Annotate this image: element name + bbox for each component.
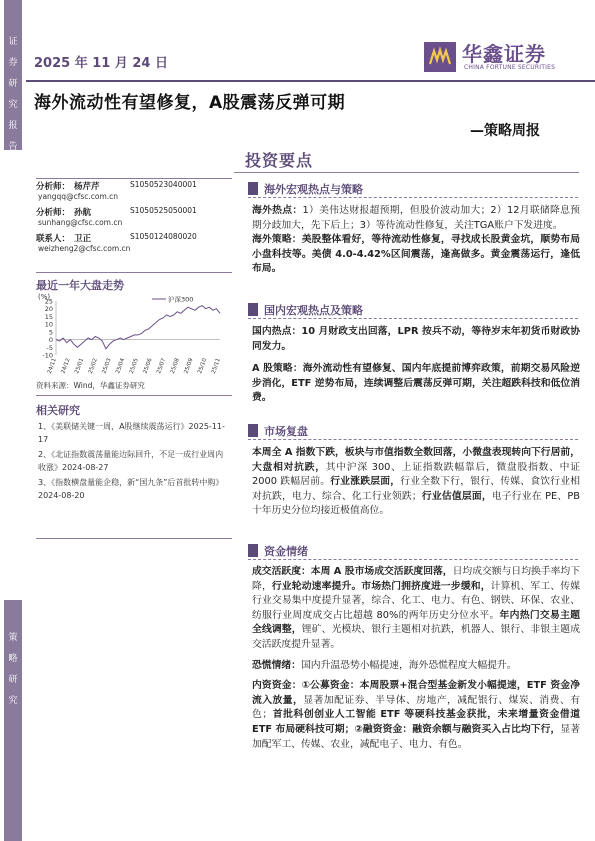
related-research-heading: 相关研究 <box>36 404 80 417</box>
y-tick-label: 0 <box>48 336 53 345</box>
section-body-market-review <box>252 446 580 519</box>
heading-underline <box>248 439 578 440</box>
x-tick-label: 25/02 <box>87 357 99 375</box>
x-tick-label: 25/04 <box>115 357 127 375</box>
y-tick-label: 25 <box>44 297 53 306</box>
bold-lead: 成交活跃度：本周 A 股市场成交活跃度回落， <box>252 566 453 577</box>
sidebar-char: 券 <box>8 58 18 68</box>
sidebar-char: 策 <box>8 633 18 643</box>
company-logo <box>424 38 574 76</box>
x-tick-label: 25/05 <box>128 357 140 375</box>
y-tick-label: 10 <box>44 320 53 329</box>
section-body-fund-sentiment <box>252 565 580 752</box>
paragraph <box>252 565 580 653</box>
paragraph <box>252 679 580 752</box>
text: 国内升温恐势小幅提速，海外恐慌程度大幅提升。 <box>300 659 517 671</box>
related-research-item[interactable]: 1、《美联储关键一周，A股继续震荡运行》2025-11-17 <box>38 422 225 444</box>
section-heading-overseas <box>248 180 578 198</box>
left-divider <box>36 538 232 539</box>
heading-marker-icon <box>248 303 258 316</box>
y-axis-unit: (%) <box>38 293 51 301</box>
section-heading-domestic <box>248 301 578 319</box>
analyst-entry <box>36 180 228 201</box>
bold-lead: 恐慌情绪： <box>252 659 301 671</box>
related-research-item[interactable]: 2、《北证指数震荡量能边际回升，不足一成行业周内收涨》2024-08-27 <box>38 450 224 472</box>
report-date: 2025 年 11 月 24 日 <box>34 56 168 71</box>
text: 其中沪深 300、上证指数跌幅靠后，微盘股指数、中证 2000 跌幅居前。 <box>252 461 580 488</box>
report-title: 海外流动性有望修复，A股震荡反弹可期 <box>34 93 346 113</box>
analyst-entry <box>36 232 228 253</box>
x-tick-label: 25/10 <box>197 357 209 375</box>
x-tick-label: 25/06 <box>142 357 154 375</box>
sidebar-char: 报 <box>8 121 18 131</box>
logo-text-cn: 华鑫证券 <box>462 42 546 66</box>
sidebar-char: 告 <box>8 142 18 152</box>
sidebar-char: 研 <box>8 675 18 685</box>
sidebar-char: 证 <box>8 37 18 47</box>
paragraph <box>252 446 580 519</box>
analyst-cert-code: S1050124080020 <box>130 232 197 241</box>
text: 显著加配军工、传媒、农业，减配电子、电力、有色。 <box>252 723 580 750</box>
bold-lead: 行业涨跌层面， <box>330 476 401 488</box>
bold-lead: 年内热门交易主题全线调整， <box>252 609 580 636</box>
x-tick-label: 24/11 <box>46 357 58 375</box>
paragraph <box>252 659 580 674</box>
bold-lead: 内资资金：①公募资金：本周股票+混合型基金新发小幅提速，ETF 资金净流入放量， <box>252 680 580 706</box>
analyst-entry <box>36 206 228 227</box>
logo-text-en: CHINA FORTUNE SECURITIES <box>464 64 556 71</box>
section-body-domestic <box>252 325 580 406</box>
heading-underline <box>248 559 578 560</box>
bold-lead: 本周全 A 指数下跌，板块与市值指数全数回落，小微盘表现转向下行居前，大盘相对抗跌， <box>252 447 580 473</box>
y-tick-label: -5 <box>46 343 53 352</box>
x-tick-label: 25/11 <box>210 357 222 375</box>
y-tick-label: 20 <box>44 305 53 314</box>
heading-underline <box>248 197 578 198</box>
heading-marker-icon <box>248 424 258 437</box>
bold-lead: 行业估值层面， <box>421 490 492 502</box>
series-line <box>56 306 220 349</box>
section-heading-text: 国内宏观热点及策略 <box>264 304 363 317</box>
heading-underline <box>248 318 578 319</box>
related-research-list <box>38 420 230 504</box>
sidebar-label-strategy <box>4 600 22 841</box>
analyst-role: 联系人： <box>36 234 71 244</box>
analyst-list <box>36 180 228 258</box>
chart-title: 最近一年大盘走势 <box>36 279 124 292</box>
legend-label: 沪深300 <box>168 295 194 304</box>
text: 锂矿、光模块、银行主题相对抗跌，机器人、银行、非银主题成交活跃度提升显著。 <box>252 624 581 650</box>
left-divider <box>36 178 232 179</box>
analyst-email[interactable]: sunhang@cfsc.com.cn <box>38 218 123 227</box>
section-heading-fund-sentiment <box>248 542 578 560</box>
y-tick-label: 15 <box>44 312 53 321</box>
paragraph: 海外策略：美股整体看好，等待流动性修复，寻找成长股黄金坑，顺势布局小盘科技等。美债 4.0-4.42%区间震荡，逢高做多。黄金震荡运行，逢低布局。 <box>252 234 580 275</box>
text: 行业全数下行，银行、传媒、食饮行业相对抗跌，电力、综合、化工行业领跌； <box>252 476 581 502</box>
analyst-name: 杨芹芹 <box>74 182 100 192</box>
analyst-role: 分析师： <box>36 208 71 218</box>
x-tick-label: 25/07 <box>156 357 168 375</box>
analyst-name: 孙航 <box>74 208 92 218</box>
y-tick-label: 5 <box>48 328 53 337</box>
paragraph: A 股策略：海外流动性有望修复、国内年底提前博弈政策，前期交易风险逆步消化，ETF 逆势布局，连续调整后震荡反弹可期，关注超跌科技和低位消费。 <box>252 363 580 404</box>
chart-source: 资料来源：Wind，华鑫证券研究 <box>36 381 145 390</box>
x-tick-label: 24/12 <box>60 357 72 375</box>
paragraph: 国内热点：10 月财政支出回落，LPR 按兵不动，等待岁末年初货币财政协同发力。 <box>252 326 580 352</box>
report-subtitle: —策略周报 <box>470 123 540 139</box>
text: 电子行业在 PE、PB 十年历史分位均接近极值高位。 <box>252 490 580 517</box>
text: 显著加配证券、半导体、房地产，减配银行、煤炭、消费、有色； <box>252 694 581 721</box>
bold-lead: 海外热点： <box>252 205 303 216</box>
analyst-email[interactable]: yangqq@cfsc.com.cn <box>38 192 119 201</box>
analyst-cert-code: S1050523040001 <box>130 180 197 189</box>
logo-mark-icon <box>424 42 456 72</box>
investment-highlights-heading: 投资要点 <box>245 151 314 170</box>
section-heading-text: 资金情绪 <box>264 545 308 558</box>
analyst-email[interactable]: weizheng2@cfsc.com.cn <box>38 244 131 253</box>
section-heading-text: 市场复盘 <box>264 425 308 438</box>
sidebar-char: 究 <box>8 100 18 110</box>
section-divider <box>234 172 579 173</box>
x-tick-label: 25/03 <box>101 357 113 375</box>
header-divider <box>26 80 595 82</box>
left-divider <box>36 395 232 396</box>
sidebar-char: 略 <box>8 654 18 664</box>
analyst-cert-code: S1050525050001 <box>130 206 197 215</box>
sidebar <box>0 0 26 841</box>
text: 计算机、军工、传媒行业交易集中度提升显著，综合、化工、电力、有色、钢铁、环保、农业、纺服行业周度成交占比超越 80%的两年历史分位水平。 <box>252 580 581 621</box>
related-research-item[interactable]: 3、《指数横盘量能企稳，新“国九条”后首批转中购》2024-08-20 <box>38 478 224 500</box>
bold-lead: 行业轮动速率提升。市场热门拥挤度进一步缓和， <box>271 580 491 592</box>
section-heading-market-review <box>248 422 578 440</box>
sidebar-char: 研 <box>8 79 18 89</box>
text: 1）美伟达财报超预期，但股价波动加大；2）12月联储降息预期分歧加大，先下后上；3）等待流动性修复，关注TGA账户下发进度。 <box>252 205 581 231</box>
heading-marker-icon <box>248 544 258 557</box>
paragraph <box>252 204 580 233</box>
sidebar-char: 究 <box>8 696 18 706</box>
x-tick-label: 25/01 <box>74 357 86 375</box>
text: 日均成交额与日均换手率均下降， <box>252 566 581 592</box>
section-heading-text: 海外宏观热点与策略 <box>264 183 363 196</box>
heading-marker-icon <box>248 182 258 195</box>
section-body-overseas <box>252 204 580 277</box>
y-tick-label: -10 <box>42 351 53 360</box>
left-divider <box>36 272 232 273</box>
analyst-name: 卫正 <box>74 234 92 244</box>
analyst-role: 分析师： <box>36 182 71 192</box>
x-tick-label: 25/08 <box>169 357 181 375</box>
market-trend-chart <box>34 293 230 379</box>
sidebar-label-research-report <box>4 0 22 150</box>
bold-lead: 首批科创创业人工智能 ETF 等硬科技基金获批，未来增量资金借道 ETF 布局硬科技可期；②融资资金：融资余额与融资买入占比均下行， <box>252 709 581 735</box>
x-tick-label: 25/09 <box>183 357 195 375</box>
